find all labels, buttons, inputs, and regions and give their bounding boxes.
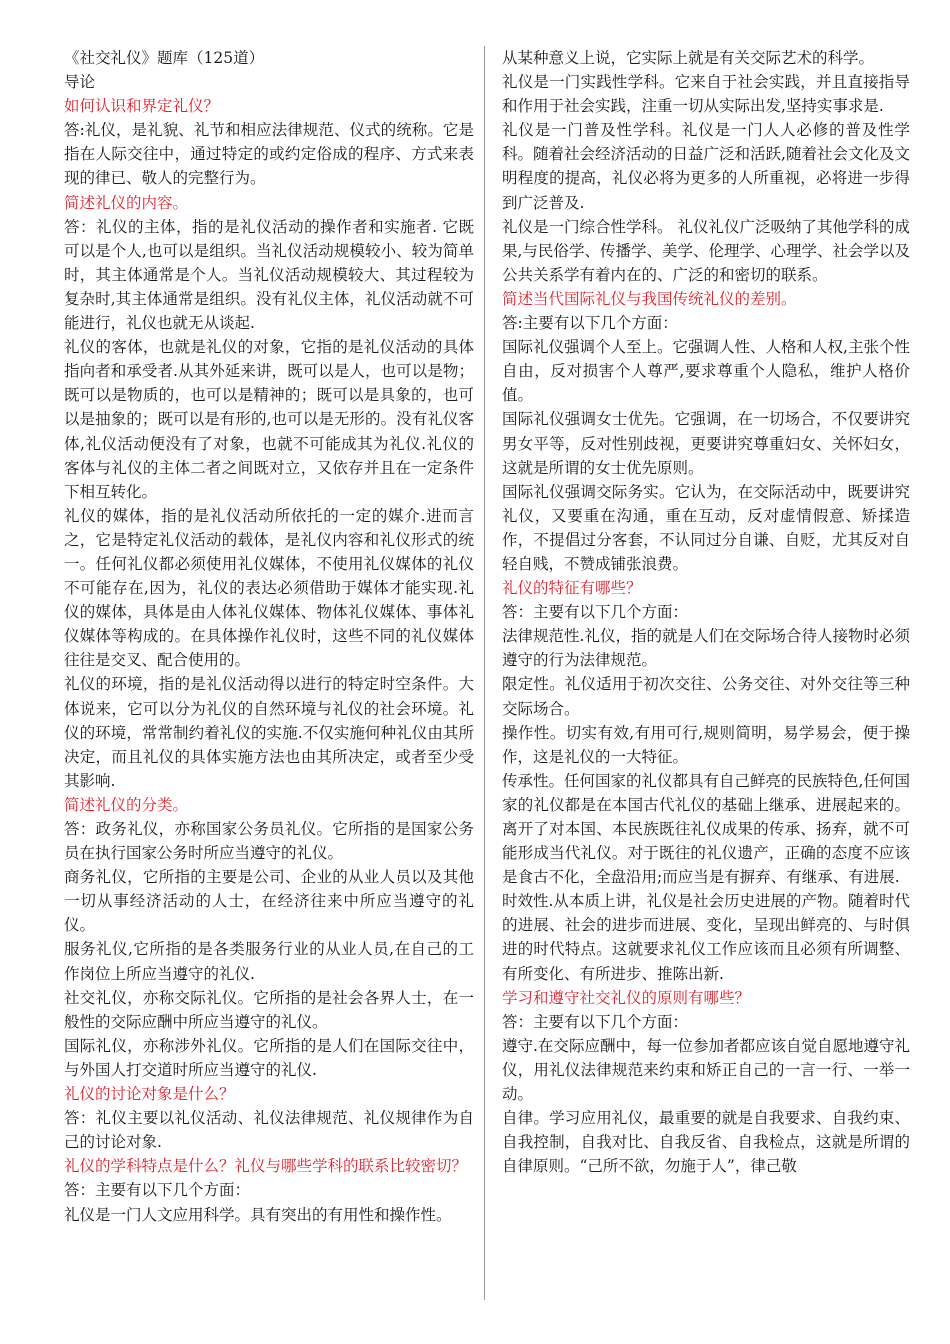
paragraph: 商务礼仪，它所指的主要是公司、企业的从业人员以及其他一切从事经济活动的人士，在经济往来中所应当遵守的礼仪。: [64, 868, 474, 935]
left-column: [64, 46, 474, 1227]
paragraph: 时效性.从本质上讲，礼仪是社会历史进展的产物。随着时代的进展、社会的进步而进展、变化，呈现出鲜亮的、与时俱进的时代特点。这就要求礼仪工作应该而且必须有所调整、有所变化、有所进步、推陈出新.: [502, 892, 910, 983]
question-heading: 简述当代国际礼仪与我国传统礼仪的差别。: [502, 289, 797, 308]
paragraph: 礼仪的环境，指的是礼仪活动得以进行的特定时空条件。大体说来，它可以分为礼仪的自然环境与礼仪的社会环境。礼仪的环境，常常制约着礼仪的实施.不仅实施何种礼仪由其所决定，而且礼仪的具体实施方法也由其所决定，或者至少受其影响.: [64, 675, 474, 790]
paragraph: 礼仪是一门人文应用科学。具有突出的有用性和操作性。: [64, 1205, 452, 1224]
paragraph: 国际礼仪，亦称涉外礼仪。它所指的是人们在国际交往中，与外国人打交道时所应当遵守的礼仪.: [64, 1036, 474, 1079]
paragraph: 礼仪是一门普及性学科。礼仪是一门人人必修的普及性学科。随着社会经济活动的日益广泛和活跃,随着社会文化及文明程度的提高，礼仪必将为更多的人所重视，必将进一步得到广泛普及.: [502, 121, 910, 212]
paragraph: 国际礼仪强调女士优先。它强调，在一切场合，不仅要讲究男女平等，反对性别歧视，更要讲究尊重妇女、关怀妇女，这就是所谓的女士优先原则。: [502, 410, 910, 477]
paragraph: 礼仪的媒体，指的是礼仪活动所依托的一定的媒介.进而言之，它是特定礼仪活动的载体，是礼仪内容和礼仪形式的统一。任何礼仪都必须使用礼仪媒体，不使用礼仪媒体的礼仪不可能存在,因为，礼仪的表达必须借助于媒体才能实现.礼仪的媒体，具体是由人体礼仪媒体、物体礼仪媒体、事体礼仪媒体等构成的。在具体操作礼仪时，这些不同的礼仪媒体往往是交叉、配合使用的。: [64, 506, 474, 670]
paragraph: 礼仪的客体，也就是礼仪的对象，它指的是礼仪活动的具体指向者和承受者.从其外延来讲，既可以是人，也可以是物；既可以是物质的，也可以是精神的；既可以是具象的，也可以是抽象的；既可以是有形的,也可以是无形的。没有礼仪客体,礼仪活动便没有了对象，也就不可能成其为礼仪.礼仪的客体与礼仪的主体二者之间既对立，又依存并且在一定条件下相互转化。: [64, 338, 474, 501]
paragraph: 法律规范性.礼仪，指的就是人们在交际场合待人接物时必须遵守的行为法律规范。: [502, 627, 910, 670]
paragraph: 《社交礼仪》题库（125道）: [64, 49, 265, 67]
paragraph: 礼仪是一门实践性学科。它来自于社会实践，并且直接指导和作用于社会实践，注重一切从实际出发,坚持实事求是.: [502, 73, 910, 116]
paragraph: 从某种意义上说，它实际上就是有关交际艺术的科学。: [502, 49, 875, 67]
paragraph: 答：礼仪主要以礼仪活动、礼仪法律规范、礼仪规律作为自己的讨论对象.: [64, 1109, 474, 1152]
question-heading: 简述礼仪的分类。: [64, 795, 189, 814]
question-heading: 学习和遵守社交礼仪的原则有哪些？: [502, 988, 751, 1007]
column-divider: [484, 46, 485, 1300]
question-heading: 礼仪的讨论对象是什么？: [64, 1085, 235, 1104]
paragraph: 限定性。礼仪适用于初次交往、公务交往、对外交往等三种交际场合。: [502, 675, 910, 718]
paragraph: 自律。学习应用礼仪，最重要的就是自我要求、自我约束、自我控制，自我对比、自我反省、自我检点，这就是所谓的自律原则。“己所不欲，勿施于人”，律己敬: [502, 1109, 910, 1176]
question-heading: 简述礼仪的内容。: [64, 193, 189, 212]
paragraph: 社交礼仪，亦称交际礼仪。它所指的是社会各界人士，在一般性的交际应酬中所应当遵守的礼仪。: [64, 988, 474, 1031]
question-heading: 礼仪的特征有哪些？: [502, 579, 642, 598]
paragraph: 答：主要有以下几个方面：: [502, 1012, 689, 1031]
paragraph: 答：政务礼仪，亦称国家公务员礼仪。它所指的是国家公务员在执行国家公务时所应当遵守的礼仪。: [64, 820, 474, 863]
paragraph: 国际礼仪强调个人至上。它强调人性、人格和人权,主张个性自由，反对损害个人尊严,要求尊重个人隐私，维护人格价值。: [502, 338, 910, 405]
paragraph: 答：礼仪的主体，指的是礼仪活动的操作者和实施者. 它既可以是个人,也可以是组织。当礼仪活动规模较小、较为简单时，其主体通常是个人。当礼仪活动规模较大、其过程较为复杂时,其主体通常是组织。没有礼仪主体，礼仪活动就不可能进行，礼仪也就无从谈起.: [64, 217, 474, 333]
paragraph: 答：主要有以下几个方面：: [64, 1181, 251, 1200]
paragraph: 传承性。任何国家的礼仪都具有自己鲜亮的民族特色,任何国家的礼仪都是在本国古代礼仪的基础上继承、进展起来的。离开了对本国、本民族既往礼仪成果的传承、扬弃，就不可能形成当代礼仪。对于既往的礼仪遗产，正确的态度不应该是食古不化，全盘沿用;而应当是有摒弃、有继承、有进展.: [502, 771, 910, 887]
paragraph: 操作性。切实有效,有用可行,规则简明，易学易会，便于操作，这是礼仪的一大特征。: [502, 723, 910, 766]
question-heading: 如何认识和界定礼仪？: [64, 97, 220, 116]
paragraph: 国际礼仪强调交际务实。它认为，在交际活动中，既要讲究礼仪，又要重在沟通，重在互动，反对虚情假意、矫揉造作，不提倡过分客套，不认同过分自谦、自贬，尤其反对自轻自贱，不赞成铺张浪费。: [502, 482, 910, 573]
paragraph: 礼仪是一门综合性学科。 礼仪礼仪广泛吸纳了其他学科的成果,与民俗学、传播学、美学、伦理学、心理学、社会学以及公共关系学有着内在的、广泛的和密切的联系。: [502, 217, 910, 284]
question-heading: 礼仪的学科特点是什么？礼仪与哪些学科的联系比较密切？: [64, 1157, 468, 1176]
right-column: [502, 46, 910, 1178]
paragraph: 答:主要有以下几个方面：: [502, 314, 678, 333]
paragraph: 遵守.在交际应酬中，每一位参加者都应该自觉自愿地遵守礼仪，用礼仪法律规范来约束和矫正自己的一言一行、一举一动。: [502, 1036, 910, 1104]
paragraph: 答：主要有以下几个方面：: [502, 603, 689, 622]
paragraph: 答:礼仪，是礼貌、礼节和相应法律规范、仪式的统称。它是指在人际交往中，通过特定的或约定俗成的程序、方式来表现的律已、敬人的完整行为。: [64, 121, 474, 188]
paragraph: 导论: [64, 73, 96, 92]
paragraph: 服务礼仪,它所指的是各类服务行业的从业人员,在自己的工作岗位上所应当遵守的礼仪.: [64, 940, 474, 983]
